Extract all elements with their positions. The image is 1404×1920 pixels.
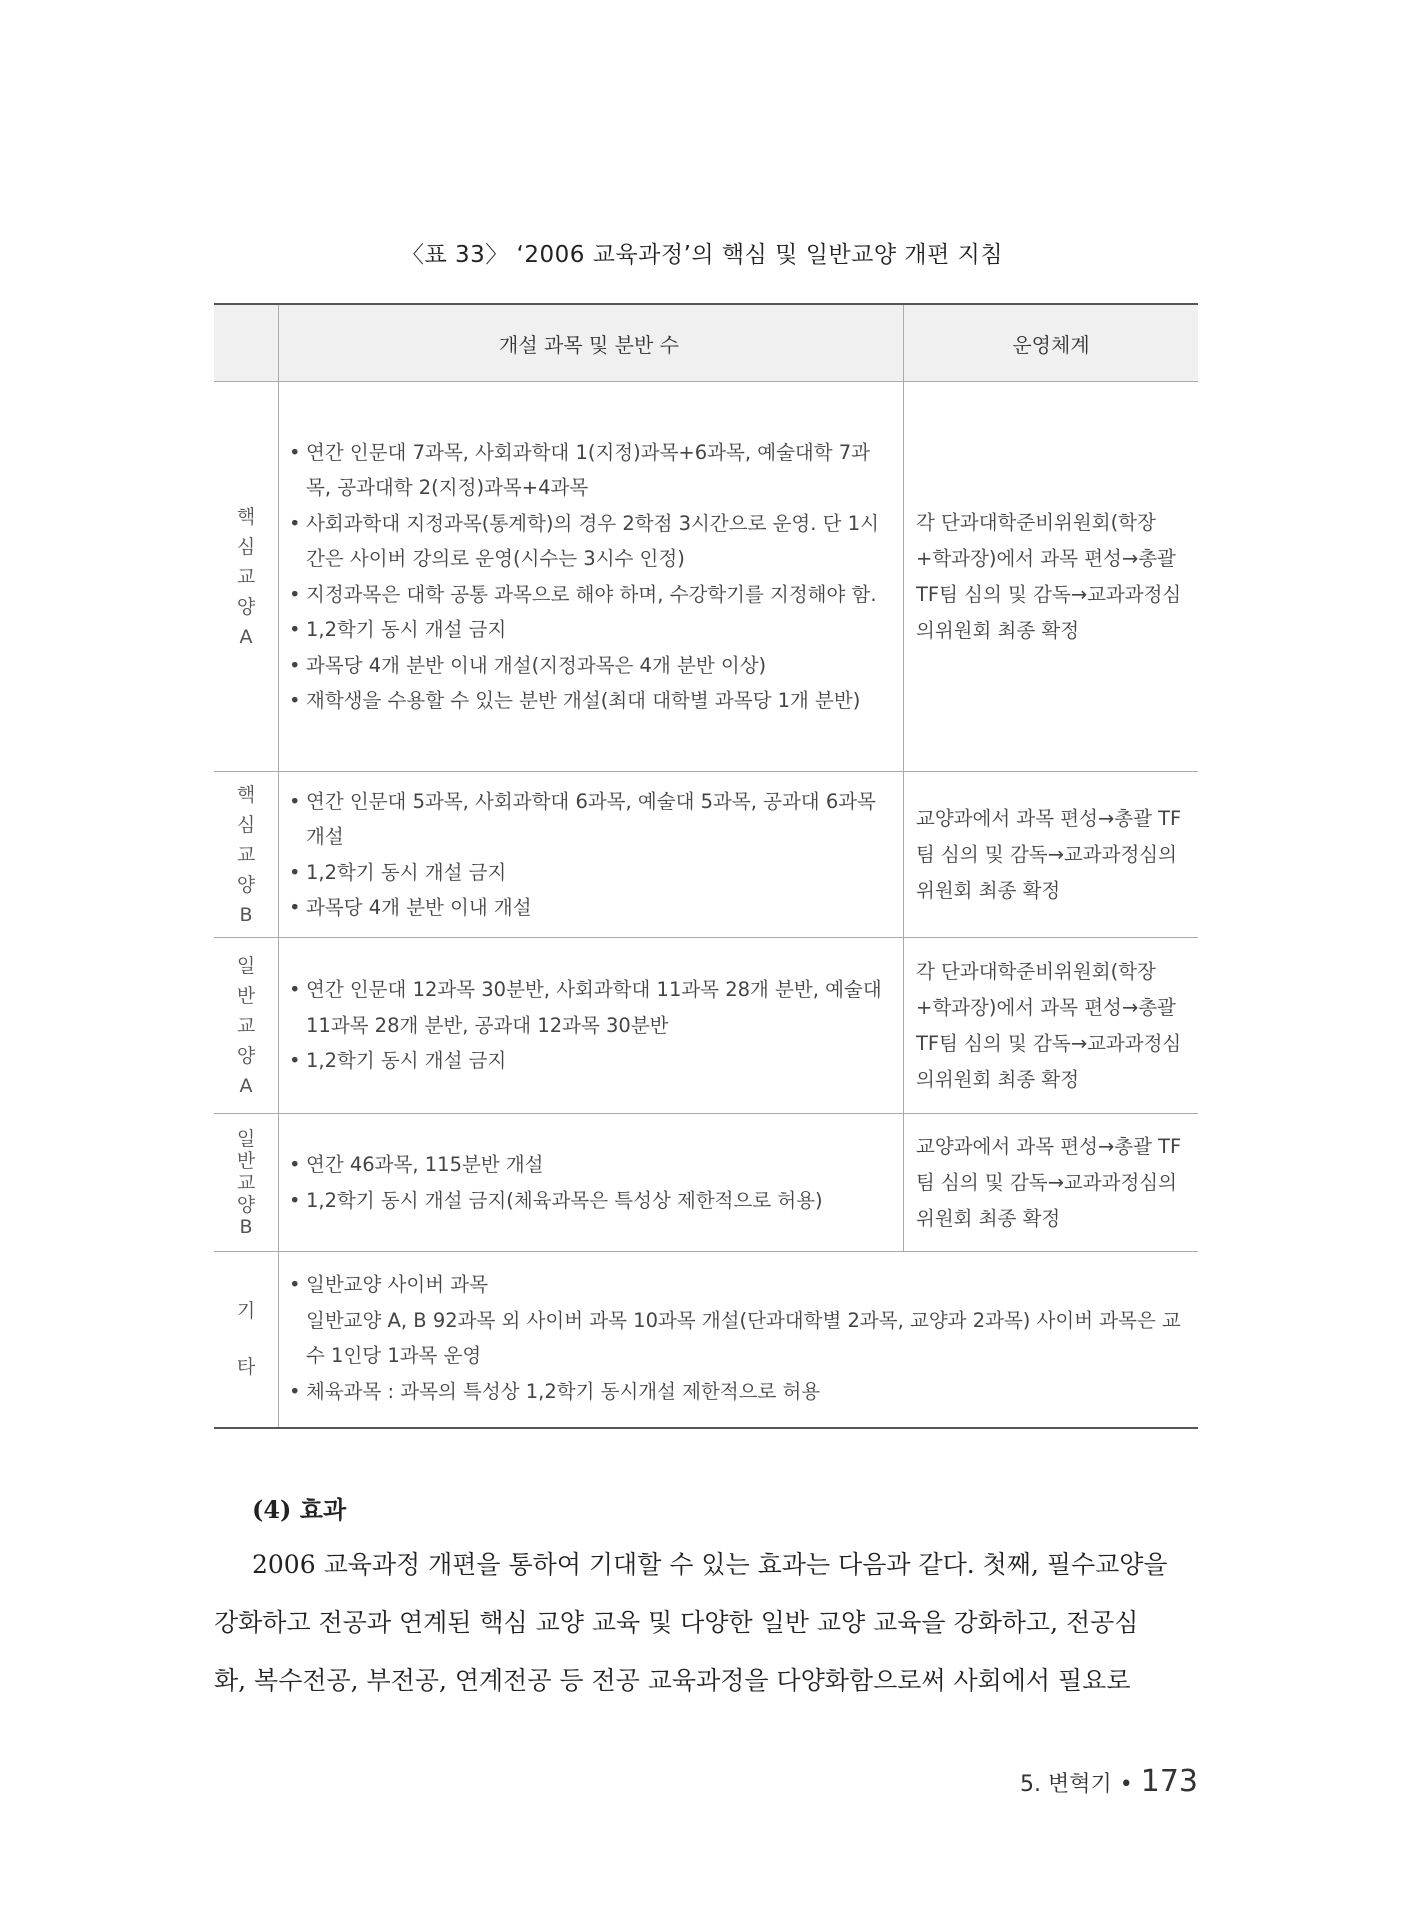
list-item: • 1,2학기 동시 개설 금지 bbox=[289, 855, 889, 891]
course-list bbox=[279, 938, 904, 1114]
list-item: • 1,2학기 동시 개설 금지(체육과목은 특성상 제한적으로 허용) bbox=[289, 1183, 889, 1219]
course-list bbox=[279, 382, 904, 772]
row-label: 핵 심 교 양 A bbox=[214, 382, 279, 772]
list-item: • 연간 인문대 12과목 30분반, 사회과학대 11과목 28개 분반, 예술대 11과목 28개 분반, 공과대 12과목 30분반 bbox=[289, 972, 889, 1043]
table-row bbox=[214, 1114, 1198, 1252]
list-item: • 재학생을 수용할 수 있는 분반 개설(최대 대학별 과목당 1개 분반) bbox=[289, 683, 889, 719]
list-item: • 1,2학기 동시 개설 금지 bbox=[289, 612, 889, 648]
list-item-detail: 일반교양 A, B 92과목 외 사이버 과목 10과목 개설(단과대학별 2과목, 교양과 2과목) 사이버 과목은 교수 1인당 1과목 운영 bbox=[306, 1308, 1181, 1368]
list-item: • 연간 인문대 7과목, 사회과학대 1(지정)과목+6과목, 예술대학 7과목, 공과대학 2(지정)과목+4과목 bbox=[289, 435, 889, 506]
row-label: 일 반 교 양 B bbox=[214, 1114, 279, 1252]
operation-system: 각 단과대학준비위원회(학장+학과장)에서 과목 편성→총괄 TF팀 심의 및 감독→교과과정심의위원회 최종 확정 bbox=[904, 938, 1199, 1114]
list-item: • 과목당 4개 분반 이내 개설(지정과목은 4개 분반 이상) bbox=[289, 648, 889, 684]
row-label: 기 타 bbox=[214, 1252, 279, 1428]
list-item: • 체육과목 : 과목의 특성상 1,2학기 동시개설 제한적으로 허용 bbox=[289, 1374, 1184, 1410]
header-courses: 개설 과목 및 분반 수 bbox=[279, 304, 904, 382]
page-footer bbox=[1020, 1764, 1198, 1799]
operation-system: 각 단과대학준비위원회(학장+학과장)에서 과목 편성→총괄 TF팀 심의 및 감독→교과과정심의위원회 최종 확정 bbox=[904, 382, 1199, 772]
table-row bbox=[214, 382, 1198, 772]
policy-table bbox=[214, 303, 1198, 1429]
list-item: • 사회과학대 지정과목(통계학)의 경우 2학점 3시간으로 운영. 단 1시간은 사이버 강의로 운영(시수는 3시수 인정) bbox=[289, 506, 889, 577]
course-list bbox=[279, 1114, 904, 1252]
list-item: • 연간 46과목, 115분반 개설 bbox=[289, 1147, 889, 1183]
table-row bbox=[214, 1252, 1198, 1428]
list-item: • 연간 인문대 5과목, 사회과학대 6과목, 예술대 5과목, 공과대 6과목 개설 bbox=[289, 784, 889, 855]
header-label-cell bbox=[214, 304, 279, 382]
list-item: • 지정과목은 대학 공통 과목으로 해야 하며, 수강학기를 지정해야 함. bbox=[289, 577, 889, 613]
bullet-separator-icon: • bbox=[1119, 1772, 1133, 1797]
section-heading: (4) 효과 bbox=[252, 1495, 347, 1524]
list-item: • 과목당 4개 분반 이내 개설 bbox=[289, 890, 889, 926]
body-line: 2006 교육과정 개편을 통하여 기대할 수 있는 효과는 다음과 같다. 첫째, 필수교양을 bbox=[252, 1550, 1168, 1579]
chapter-label: 5. 변혁기 bbox=[1020, 1772, 1112, 1797]
course-list bbox=[279, 772, 904, 938]
table-caption: 〈표 33〉 ‘2006 교육과정’의 핵심 및 일반교양 개편 지침 bbox=[400, 242, 1004, 268]
page-number: 173 bbox=[1140, 1764, 1198, 1799]
operation-system: 교양과에서 과목 편성→총괄 TF팀 심의 및 감독→교과과정심의위원회 최종 확정 bbox=[904, 1114, 1199, 1252]
list-item: • 일반교양 사이버 과목 bbox=[289, 1267, 1184, 1303]
list-item: • 1,2학기 동시 개설 금지 bbox=[289, 1043, 889, 1079]
body-line: 화, 복수전공, 부전공, 연계전공 등 전공 교육과정을 다양화함으로써 사회에서 필요로 bbox=[214, 1666, 1131, 1695]
operation-system: 교양과에서 과목 편성→총괄 TF팀 심의 및 감독→교과과정심의위원회 최종 확정 bbox=[904, 772, 1199, 938]
table-header-row bbox=[214, 304, 1198, 382]
table-row bbox=[214, 938, 1198, 1114]
other-notes bbox=[279, 1252, 1199, 1428]
header-system: 운영체계 bbox=[904, 304, 1199, 382]
row-label: 핵 심 교 양 B bbox=[214, 772, 279, 938]
table-row bbox=[214, 772, 1198, 938]
row-label: 일 반 교 양 A bbox=[214, 938, 279, 1114]
body-line: 강화하고 전공과 연계된 핵심 교양 교육 및 다양한 일반 교양 교육을 강화하고, 전공심 bbox=[214, 1608, 1139, 1637]
body-paragraph bbox=[214, 1536, 1198, 1710]
